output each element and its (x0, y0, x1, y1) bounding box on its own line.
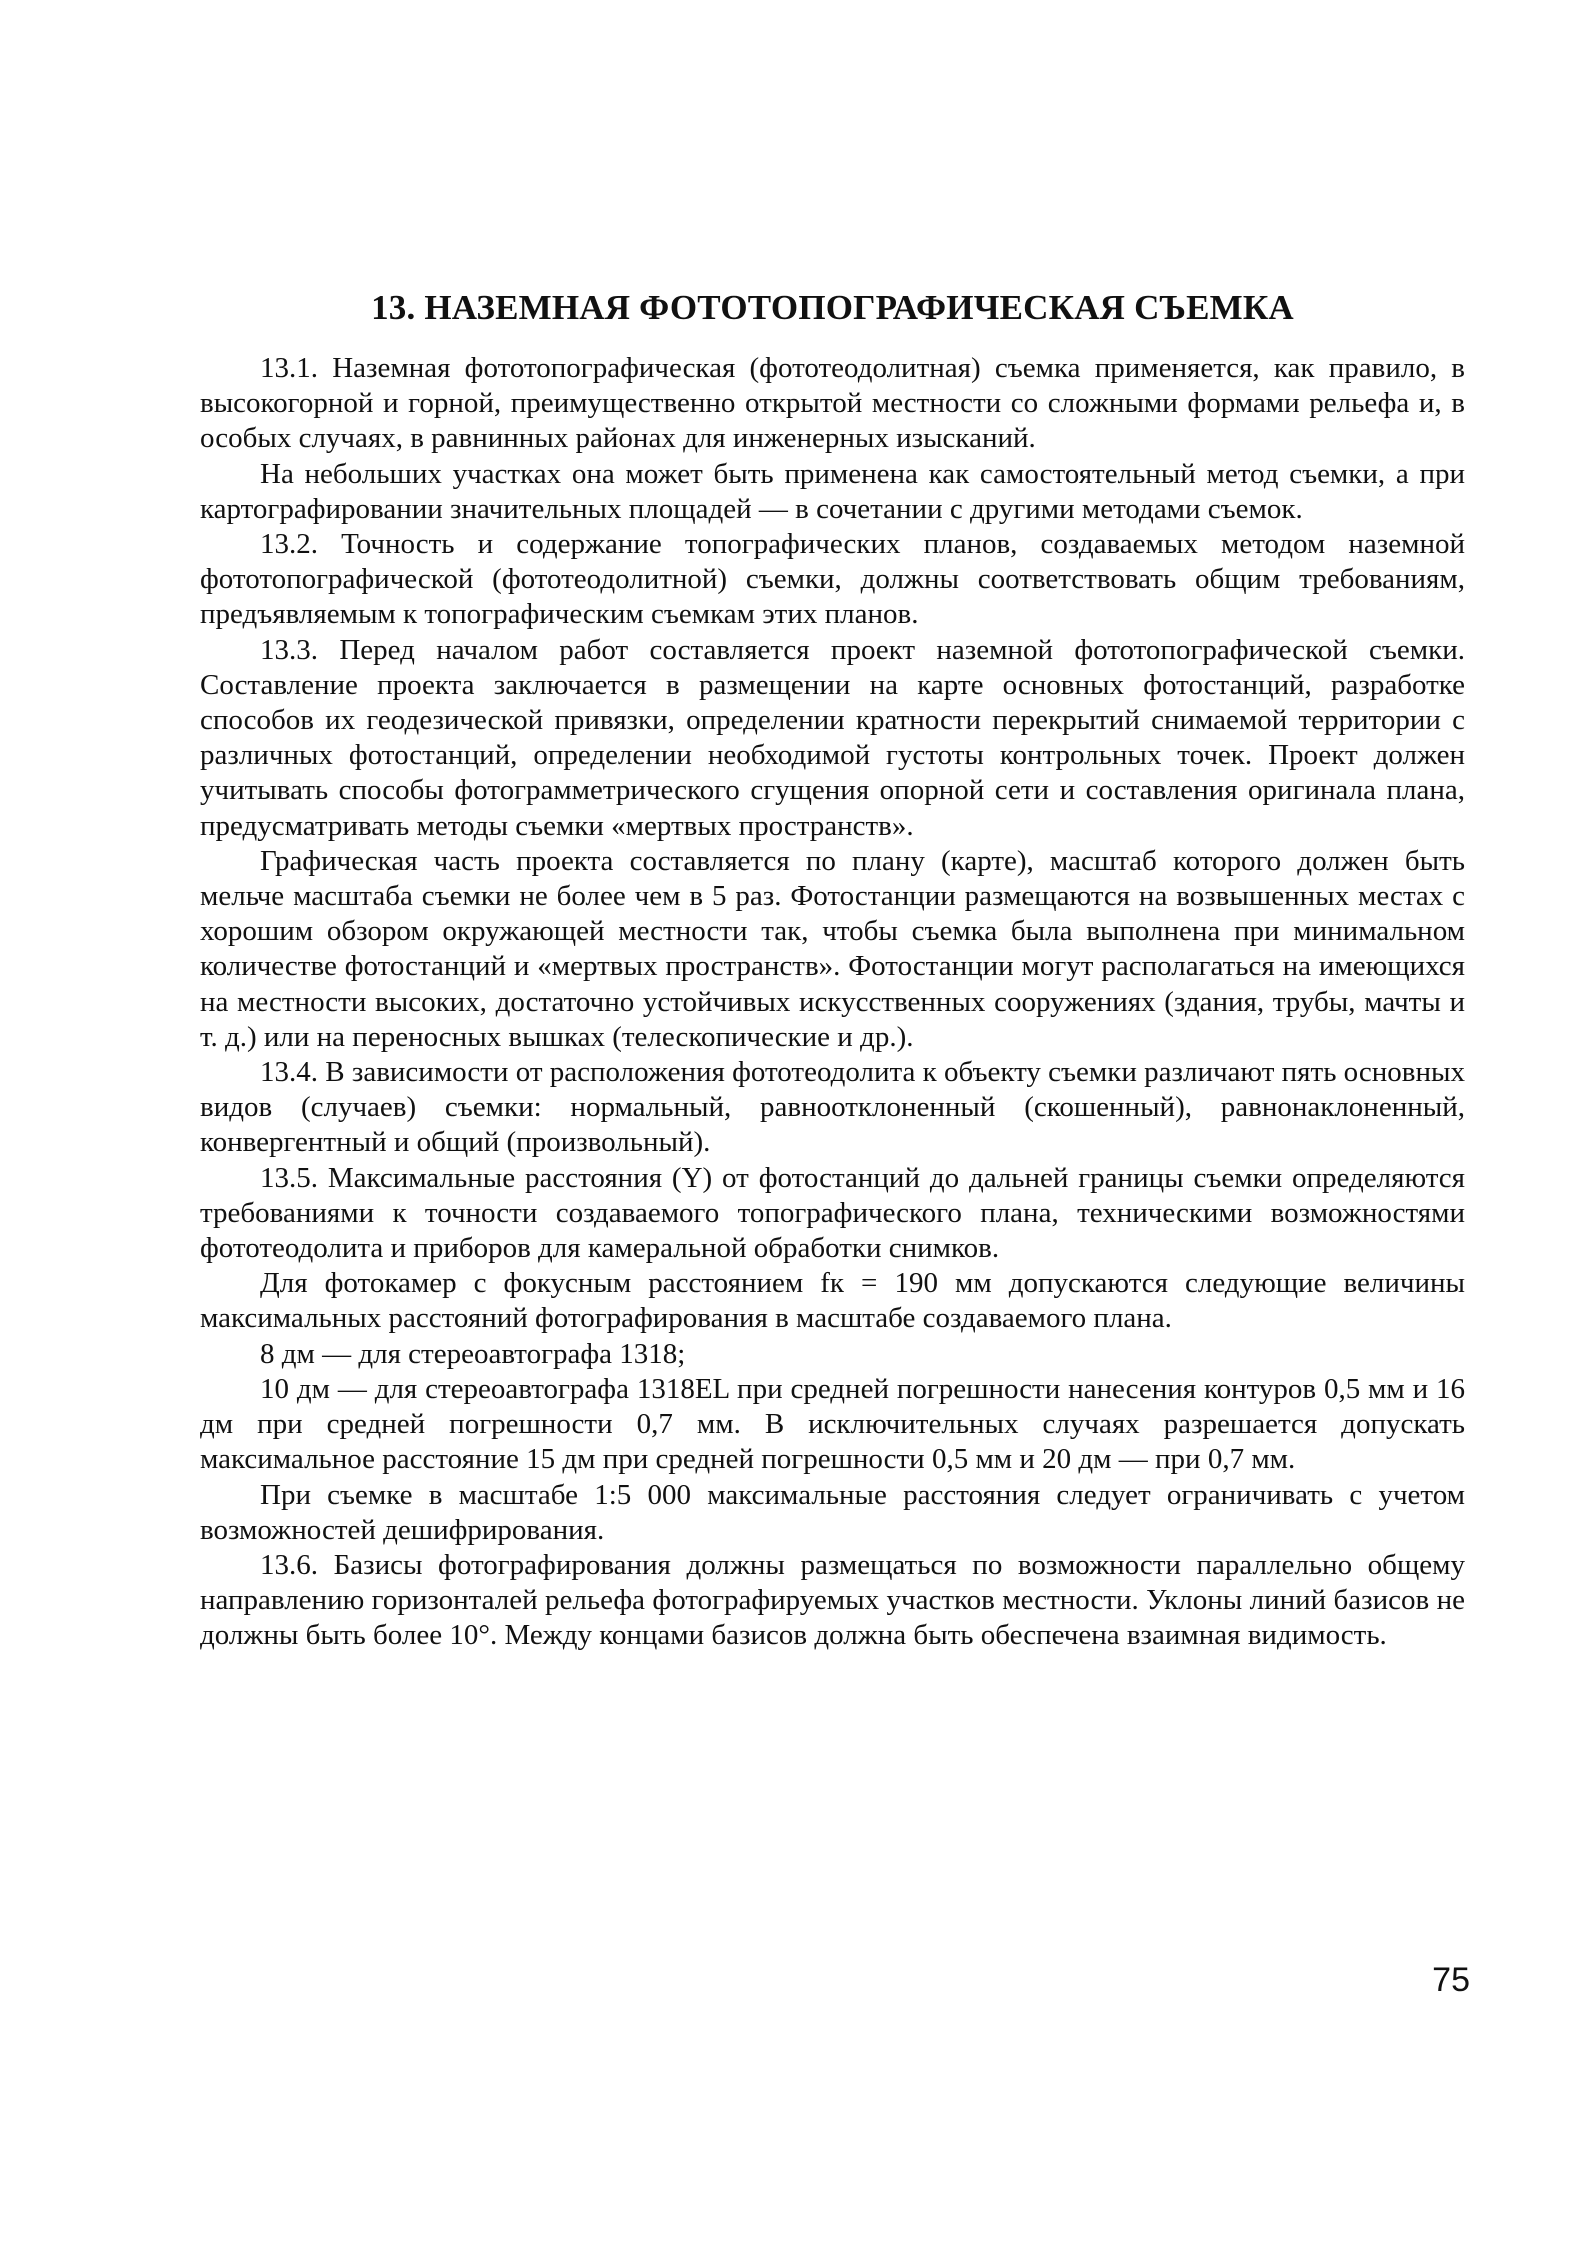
paragraph-13-2: 13.2. Точность и содержание топографических планов, создаваемых методом наземной фототопографической (фототеодолитной) съемки, должны соответствовать общим требованиям, предъявляемым к топографическим съемкам этих планов. (200, 528, 1465, 631)
page-number: 75 (1432, 1961, 1470, 1999)
paragraph-13-1: 13.1. Наземная фототопографическая (фототеодолитная) съемка применяется, как правило, в высокогорной и горной, преимущественно открытой местности со сложными формами рельефа и, в особых случаях, в равнинных районах для инженерных изысканий. (200, 352, 1465, 455)
paragraph-13-5-scale-limit: При съемке в масштабе 1:5 000 максимальные расстояния следует ограничивать с учетом возможностей дешифрирования. (200, 1478, 1465, 1546)
section-heading: 13. НАЗЕМНАЯ ФОТОТОПОГРАФИЧЕСКАЯ СЪЕМКА (371, 288, 1294, 327)
paragraph-13-4: 13.4. В зависимости от расположения фототеодолита к объекту съемки различают пять основных видов (случаев) съемки: нормальный, равноотклоненный (скошенный), равнонаклоненный, конвергентный и общий (произвольный). (200, 1056, 1465, 1159)
paragraph-13-5: 13.5. Максимальные расстояния (Y) от фотостанций до дальней границы съемки определяются требованиями к точности создаваемого топографического плана, техническими возможностями фототеодолита и приборов для камеральной обработки снимков. (200, 1161, 1465, 1265)
paragraph-13-3: 13.3. Перед началом работ составляется проект наземной фототопографической съемки. Составление проекта заключается в размещении на карте основных фотостанций, разработке способов их геодезической привязки, определении кратности перекрытий снимаемой территории с различных фотостанций, определении необходимой густоты контрольных точек. Проект должен учитывать способы фотограмметрического сгущения опорной сети и составления оригинала плана, предусматривать методы съемки «мертвых пространств». (200, 633, 1465, 842)
paragraph-13-3-graphic-part: Графическая часть проекта составляется по плану (карте), масштаб которого должен быть мельче масштаба съемки не более чем в 5 раз. Фотостанции размещаются на возвышенных местах с хорошим обзором окружающей местности так, чтобы съемка была выполнена при минимальном количестве фотостанций и «мертвых пространств». Фотостанции могут располагаться на имеющихся на местности высоких, достаточно устойчивых искусственных сооружениях (здания, трубы, мачты и т. д.) или на переносных вышках (телескопические и др.). (200, 844, 1465, 1053)
paragraph-13-6: 13.6. Базисы фотографирования должны размещаться по возможности параллельно общему направлению горизонталей рельефа фотографируемых участков местности. Уклоны линий базисов не должны быть более 10°. Между концами базисов должна быть обеспечена взаимная видимость. (200, 1548, 1465, 1652)
paragraph-13-1-continued: На небольших участках она может быть применена как самостоятельный метод съемки, а при картографировании значительных площадей — в сочетании с другими методами съемок. (200, 457, 1465, 525)
paragraph-13-5-stereoautograph-1318el: 10 дм — для стереоавтографа 1318EL при средней погрешности нанесения контуров 0,5 мм и 16 дм при средней погрешности 0,7 мм. В исключительных случаях разрешается допускать максимальное расстояние 15 дм при средней погрешности 0,5 мм и 20 дм — при 0,7 мм. (200, 1372, 1465, 1476)
document-page (200, 285, 1465, 1654)
paragraph-13-5-stereoautograph-1318: 8 дм — для стереоавтографа 1318; (260, 1337, 686, 1370)
paragraph-13-5-focal-length: Для фотокамер с фокусным расстоянием fк = 190 мм допускаются следующие величины максимальных расстояний фотографирования в масштабе создаваемого плана. (200, 1267, 1465, 1335)
